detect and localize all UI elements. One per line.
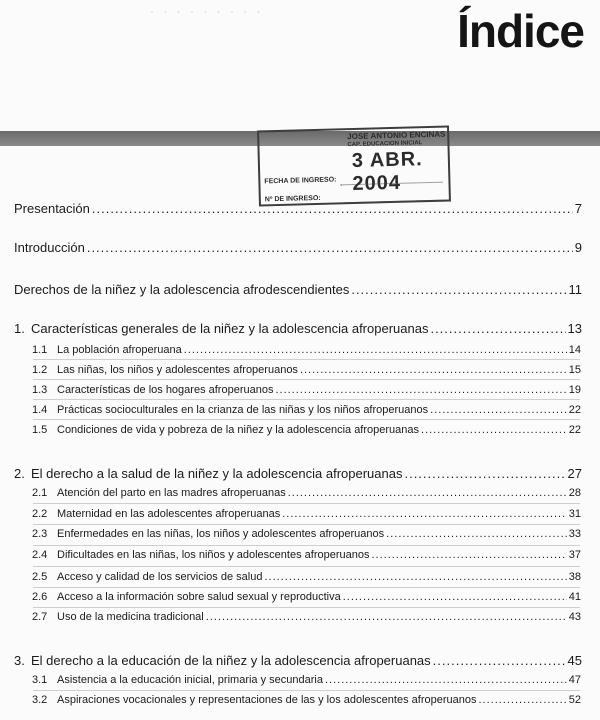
subentry-title: Condiciones de vida y pobreza de la niñez y la adolescencia afroperuanas	[57, 424, 420, 436]
chapter-title: El derecho a la salud de la niñez y la adolescencia afroperuanas	[31, 466, 403, 481]
subentry-title: Asistencia a la educación inicial, primaria y secundaria	[57, 674, 323, 686]
row-divider	[33, 690, 580, 691]
dot-leader	[275, 385, 566, 396]
dot-leader	[343, 592, 567, 603]
toc-subentry-2-6[interactable]	[32, 591, 581, 603]
chapter-page: 27	[567, 466, 582, 481]
row-divider	[33, 419, 580, 420]
toc-entry-introduccion[interactable]	[14, 240, 582, 255]
toc-entry-derechos[interactable]	[14, 282, 582, 297]
toc-entry-presentacion[interactable]	[14, 201, 582, 216]
toc-chapter-1[interactable]	[14, 321, 582, 336]
stamp-numero-label: Nº DE INGRESO:	[264, 194, 321, 204]
subentry-title: Dificultades en las niñas, los niños y adolescentes afroperuanos	[57, 549, 370, 561]
subentry-title: Aspiraciones vocacionales y representaciones de las y los adolescentes afroperuanos	[57, 694, 477, 706]
toc-subentry-2-5[interactable]	[32, 571, 581, 583]
subentry-number: 2.4	[32, 549, 48, 561]
toc-entry-page: 11	[568, 282, 582, 297]
dot-leader	[386, 529, 567, 540]
row-divider	[33, 566, 580, 567]
subentry-title: Prácticas socioculturales en la crianza de las niñas y los niños afroperuanos	[57, 404, 429, 416]
toc-subentry-3-2[interactable]	[32, 694, 581, 706]
subentry-title: Maternidad en las adolescentes afroperuanas	[57, 508, 281, 520]
subentry-title: Acceso y calidad de los servicios de salud	[57, 571, 263, 583]
subentry-title: Uso de la medicina tradicional	[57, 611, 204, 623]
toc-subentry-2-2[interactable]	[32, 508, 581, 520]
row-divider	[33, 587, 580, 588]
subentry-number: 1.3	[32, 384, 48, 396]
dot-leader	[433, 655, 566, 668]
dot-leader	[184, 345, 567, 356]
subentry-number: 2.6	[32, 591, 48, 603]
row-divider	[33, 379, 580, 380]
subentry-number: 2.3	[32, 528, 48, 540]
subentry-number: 1.1	[32, 344, 48, 356]
toc-subentry-1-1[interactable]	[32, 344, 581, 356]
dot-leader	[325, 675, 567, 686]
toc-subentry-1-4[interactable]	[32, 404, 581, 416]
subentry-title: Acceso a la información sobre salud sexual y reproductiva	[57, 591, 341, 603]
subentry-page: 31	[568, 508, 581, 520]
toc-entry-page: 9	[574, 240, 582, 255]
toc-entry-page: 7	[574, 201, 582, 216]
chapter-page: 13	[567, 321, 582, 336]
subentry-page: 22	[568, 404, 581, 416]
toc-entry-title: Introducción	[14, 240, 85, 255]
row-divider	[33, 503, 580, 504]
row-divider	[33, 545, 580, 546]
dot-leader	[371, 550, 566, 561]
dot-leader	[300, 365, 567, 376]
subentry-number: 3.1	[32, 674, 48, 686]
subentry-page: 14	[568, 344, 581, 356]
toc-chapter-2[interactable]	[14, 466, 582, 481]
subentry-number: 2.7	[32, 611, 48, 623]
stamp-name: JOSE ANTONIO ENCINAS	[347, 129, 446, 142]
subentry-page: 41	[568, 591, 581, 603]
subentry-page: 33	[568, 528, 581, 540]
dot-leader	[351, 284, 566, 297]
subentry-number: 2.5	[32, 571, 48, 583]
toc-subentry-2-7[interactable]	[32, 611, 581, 623]
dot-leader	[404, 468, 565, 481]
row-divider	[33, 524, 580, 525]
toc-subentry-1-2[interactable]	[32, 364, 581, 376]
stamp-subtitle: CAP. EDUCACION INICIAL	[347, 140, 423, 149]
subentry-number: 1.4	[32, 404, 48, 416]
chapter-number: 2.	[14, 466, 25, 481]
toc-subentry-2-4[interactable]	[32, 549, 581, 561]
row-divider	[33, 607, 580, 608]
subentry-page: 47	[568, 674, 581, 686]
dot-leader	[92, 203, 573, 216]
dot-leader	[430, 405, 567, 416]
stamp-fecha-label: FECHA DE INGRESO:	[264, 176, 337, 186]
subentry-title: Las niñas, los niños y adolescentes afroperuanos	[57, 364, 298, 376]
dot-leader	[478, 695, 566, 706]
dot-leader	[206, 612, 567, 623]
dot-leader	[87, 242, 573, 255]
chapter-title: Características generales de la niñez y la adolescencia afroperuanas	[31, 321, 429, 336]
subentry-number: 1.2	[32, 364, 48, 376]
toc-entry-title: Derechos de la niñez y la adolescencia afrodescendientes	[14, 282, 350, 297]
subentry-page: 22	[568, 424, 581, 436]
chapter-number: 3.	[14, 653, 25, 668]
subentry-number: 3.2	[32, 694, 48, 706]
subentry-page: 38	[568, 571, 581, 583]
dot-leader	[421, 425, 567, 436]
subentry-number: 2.1	[32, 487, 48, 499]
row-divider	[33, 359, 580, 360]
chapter-page: 45	[567, 653, 582, 668]
subentry-page: 37	[568, 549, 581, 561]
page-title: Índice	[457, 5, 584, 57]
subentry-page: 15	[568, 364, 581, 376]
dot-leader	[288, 488, 567, 499]
subentry-number: 1.5	[32, 424, 48, 436]
chapter-title: El derecho a la educación de la niñez y la adolescencia afroperuanas	[31, 653, 431, 668]
dot-leader	[282, 509, 567, 520]
subentry-title: Características de los hogares afroperuanos	[57, 384, 274, 396]
toc-subentry-1-3[interactable]	[32, 384, 581, 396]
row-divider	[33, 399, 580, 400]
toc-subentry-2-1[interactable]	[32, 487, 581, 499]
subentry-title: Atención del parto en las madres afroperuanas	[57, 487, 286, 499]
dot-leader	[264, 572, 566, 583]
toc-subentry-1-5[interactable]	[32, 424, 581, 436]
subentry-page: 19	[568, 384, 581, 396]
dot-leader	[430, 323, 565, 336]
subentry-page: 52	[568, 694, 581, 706]
toc-chapter-3[interactable]	[14, 653, 582, 668]
stamp-date: 3 ABR. 2004	[351, 148, 423, 196]
toc-subentry-3-1[interactable]	[32, 674, 581, 686]
subentry-title: La población afroperuana	[57, 344, 182, 356]
subentry-page: 28	[568, 487, 581, 499]
chapter-number: 1.	[14, 321, 25, 336]
subentry-title: Enfermedades en las niñas, los niños y adolescentes afroperuanos	[57, 528, 385, 540]
toc-entry-title: Presentación	[14, 201, 90, 216]
faint-header-text: · · · · · · · · ·	[150, 4, 264, 18]
subentry-page: 43	[568, 611, 581, 623]
toc-subentry-2-3[interactable]	[32, 528, 581, 540]
subentry-number: 2.2	[32, 508, 48, 520]
